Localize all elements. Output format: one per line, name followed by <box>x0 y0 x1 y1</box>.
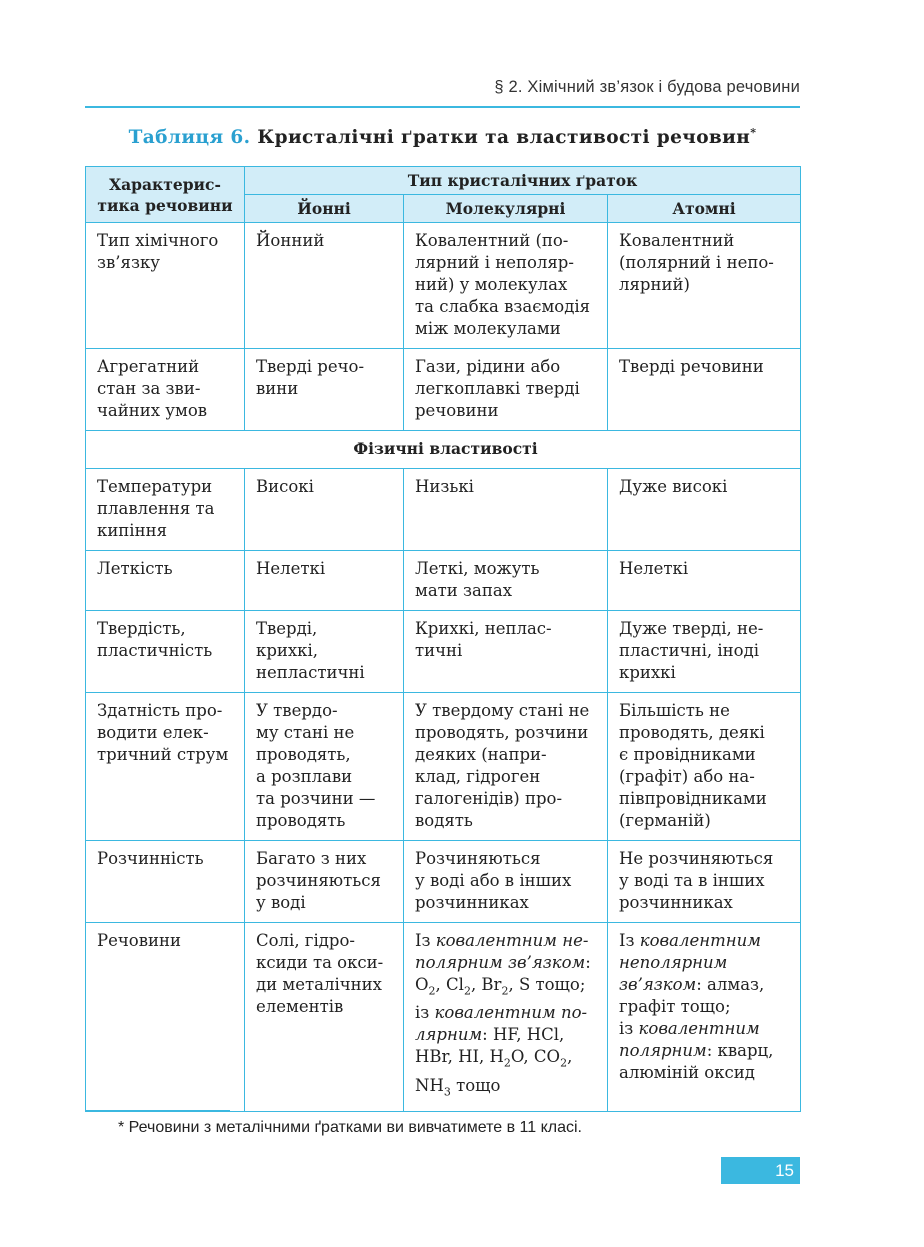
subscript: 2 <box>560 1056 568 1070</box>
crystal-lattice-table <box>85 166 801 1112</box>
text: Із <box>619 931 640 950</box>
table-cell: У твердому стані не проводять, розчини деяких (напри- клад, гідроген галогенідів) про- водять <box>404 693 608 841</box>
row-label: Розчинність <box>86 841 245 923</box>
column-header-molecular: Молекулярні <box>404 195 608 223</box>
column-header-atomic: Атомні <box>608 195 801 223</box>
footnote-divider <box>85 1110 230 1112</box>
table-cell: У твердо- му стані не проводять, а розплави та розчини — проводять <box>245 693 404 841</box>
table-row <box>86 923 801 1112</box>
row-label: Агрегатний стан за зви- чайних умов <box>86 349 245 431</box>
table-cell: Не розчиняються у воді та в інших розчинниках <box>608 841 801 923</box>
table-cell: Нелеткі <box>608 551 801 611</box>
formula: , <box>567 1047 573 1067</box>
corner-header: Характерис- тика речовини <box>86 167 245 223</box>
text: : кварц, алюміній оксид <box>619 1041 774 1082</box>
page-number: 15 <box>721 1157 800 1184</box>
footnote: * Речовини з металічними ґратками ви вивчатимете в 11 класі. <box>118 1119 582 1136</box>
formula: NH <box>415 1075 444 1095</box>
table-cell-molecular-substances <box>404 923 608 1112</box>
table-cell: Леткі, можуть мати запах <box>404 551 608 611</box>
text: : алмаз, графіт тощо; із <box>619 975 765 1038</box>
running-header: § 2. Хімічний зв’язок і будова речовини <box>494 78 800 96</box>
text: : <box>585 953 591 972</box>
table-row <box>86 469 801 551</box>
row-label: Леткість <box>86 551 245 611</box>
subscript: 2 <box>501 984 509 998</box>
section-row <box>86 431 801 469</box>
table-cell: Нелеткі <box>245 551 404 611</box>
formula: , Br <box>470 975 502 994</box>
table-cell: Низькі <box>404 469 608 551</box>
italic-term: ковалентним неполярним зв’язком <box>619 931 761 994</box>
formula: , Cl <box>435 975 464 994</box>
table-cell: Більшість не проводять, деякі є провідниками (графіт) або на- півпровідниками (германій) <box>608 693 801 841</box>
table-row <box>86 611 801 693</box>
table-cell: Тверді речо- вини <box>245 349 404 431</box>
italic-term: ковалентним полярним <box>619 1019 760 1060</box>
table-cell: Тверді, крихкі, непластичні <box>245 611 404 693</box>
text: із <box>415 1003 435 1023</box>
row-label: Температури плавлення та кипіння <box>86 469 245 551</box>
table-cell: Дуже високі <box>608 469 801 551</box>
table-cell: Високі <box>245 469 404 551</box>
header-divider <box>85 106 800 108</box>
italic-term: ковалентним по- лярним <box>415 1003 588 1045</box>
table-row <box>86 349 801 431</box>
table-title-footnote-mark: * <box>750 126 757 139</box>
formula: : HF, HCl, <box>482 1025 565 1045</box>
table-cell-atomic-substances <box>608 923 801 1112</box>
formula: HBr, HI, H <box>415 1047 504 1067</box>
subscript: 2 <box>503 1056 511 1070</box>
text: Із <box>415 931 436 950</box>
subscript: 2 <box>463 984 471 998</box>
subscript: 2 <box>428 984 436 998</box>
subscript: 3 <box>443 1084 451 1098</box>
row-label: Твердість, пластичність <box>86 611 245 693</box>
row-label: Здатність про- водити елек- тричний струм <box>86 693 245 841</box>
table-title <box>85 126 800 148</box>
formula: O, CO <box>510 1047 561 1067</box>
row-label: Речовини <box>86 923 245 1112</box>
lattice-type-header: Тип кристалічних ґраток <box>245 167 801 195</box>
table-title-label: Таблиця 6. <box>128 127 251 149</box>
table-cell: Крихкі, неплас- тичні <box>404 611 608 693</box>
table-row <box>86 223 801 349</box>
formula: , S тощо; <box>508 975 586 994</box>
table-cell: Ковалентний (по- лярний і неполяр- ний) у молекулах та слабка взаємодія між молекулами <box>404 223 608 349</box>
formula: O <box>415 975 429 994</box>
table-cell: Йонний <box>245 223 404 349</box>
table-row <box>86 841 801 923</box>
table-cell: Гази, рідини або легкоплавкі тверді речовини <box>404 349 608 431</box>
formula: тощо <box>450 1075 501 1095</box>
table-cell: Ковалентний (полярний і непо- лярний) <box>608 223 801 349</box>
table-cell: Дуже тверді, не- пластичні, іноді крихкі <box>608 611 801 693</box>
table-cell: Багато з них розчиняються у воді <box>245 841 404 923</box>
table-cell: Солі, гідро- ксиди та окси- ди металічних елементів <box>245 923 404 1112</box>
table-row <box>86 693 801 841</box>
table-row <box>86 551 801 611</box>
table-cell: Тверді речовини <box>608 349 801 431</box>
row-label: Тип хімічного зв’язку <box>86 223 245 349</box>
column-header-ionic: Йонні <box>245 195 404 223</box>
table-title-text: Кристалічні ґратки та властивості речовин <box>257 127 751 149</box>
section-header-physical-properties: Фізичні властивості <box>86 431 801 469</box>
italic-term: ковалентним не- полярним зв’язком <box>415 931 589 972</box>
table-cell: Розчиняються у воді або в інших розчинниках <box>404 841 608 923</box>
